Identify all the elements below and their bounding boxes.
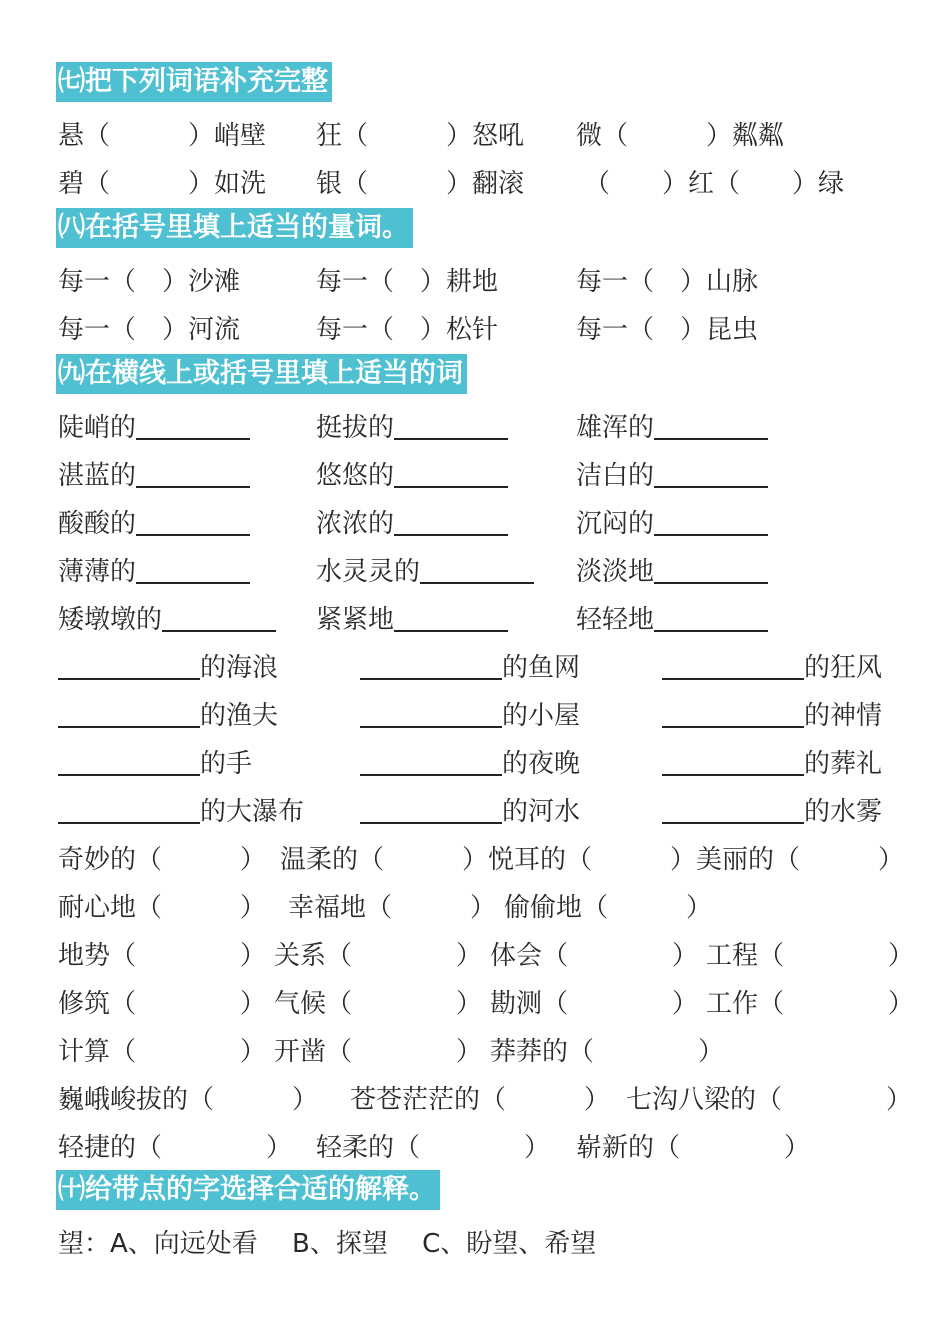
paren-item: 温柔的（ ） <box>280 845 489 875</box>
paren-item: 勘测（ ） <box>490 989 699 1019</box>
paren-item: 关系（ ） <box>274 941 483 971</box>
prefix-item: 沉闷的 <box>576 504 768 544</box>
measure-item: 每一（ ）河流 <box>58 315 241 345</box>
suffix-item: 的水雾 <box>662 792 882 832</box>
paren-row-3 <box>58 936 918 976</box>
answer-line <box>662 656 804 680</box>
paren-row-1 <box>58 840 918 880</box>
prefix-item: 洁白的 <box>576 456 768 496</box>
answer-line <box>360 800 502 824</box>
fill-item: 狂（ ）怒吼 <box>316 121 525 151</box>
prefix-item: 水灵灵的 <box>316 552 534 592</box>
section-8-row-1 <box>58 262 918 302</box>
paren-item: 巍峨峻拔的（ ） <box>58 1085 319 1115</box>
measure-item: 每一（ ）耕地 <box>316 267 499 297</box>
fill-item: 碧（ ）如洗 <box>58 169 267 199</box>
measure-item: 每一（ ）山脉 <box>576 267 759 297</box>
suffix-item: 的夜晚 <box>360 744 580 784</box>
suffix-item: 的海浪 <box>58 648 278 688</box>
fill-item: 悬（ ）峭壁 <box>58 121 267 151</box>
paren-item: 开凿（ ） <box>274 1037 483 1067</box>
answer-line <box>654 464 768 488</box>
paren-row-7 <box>58 1128 918 1168</box>
answer-line <box>654 416 768 440</box>
suffix-item: 的鱼网 <box>360 648 580 688</box>
answer-line <box>662 800 804 824</box>
prefix-item: 湛蓝的 <box>58 456 250 496</box>
paren-item: 地势（ ） <box>58 941 267 971</box>
prefix-item: 酸酸的 <box>58 504 250 544</box>
answer-line <box>420 560 534 584</box>
paren-item: 偷偷地（ ） <box>504 893 713 923</box>
fill-item: （ ）红（ ）绿 <box>584 169 845 199</box>
prefix-item: 陡峭的 <box>58 408 250 448</box>
section-10-heading: ㈩给带点的字选择合适的解释。 <box>56 1170 440 1210</box>
answer-line <box>162 608 276 632</box>
answer-line <box>58 752 200 776</box>
measure-item: 每一（ ）昆虫 <box>576 315 759 345</box>
suffix-item: 的大瀑布 <box>58 792 304 832</box>
paren-row-5 <box>58 1032 918 1072</box>
answer-line <box>136 416 250 440</box>
suffix-item: 的葬礼 <box>662 744 882 784</box>
section-7-row-2 <box>58 164 918 204</box>
paren-item: 莽莽的（ ） <box>490 1037 725 1067</box>
suffix-item: 的渔夫 <box>58 696 278 736</box>
answer-line <box>394 608 508 632</box>
section-7-heading: ㈦把下列词语补充完整 <box>56 62 332 102</box>
section-8-row-2 <box>58 310 918 350</box>
prefix-item: 淡淡地 <box>576 552 768 592</box>
prefix-row-3 <box>58 504 918 544</box>
definition-options: 望：A、向远处看 B、探望 C、盼望、希望 <box>58 1229 597 1259</box>
section-10-row-1 <box>58 1224 918 1264</box>
section-8-heading: ㈧在括号里填上适当的量词。 <box>56 208 413 248</box>
measure-item: 每一（ ）松针 <box>316 315 499 345</box>
prefix-item: 浓浓的 <box>316 504 508 544</box>
answer-line <box>360 656 502 680</box>
suffix-item: 的河水 <box>360 792 580 832</box>
paren-row-6 <box>58 1080 918 1120</box>
suffix-row-1 <box>58 648 918 688</box>
answer-line <box>394 512 508 536</box>
suffix-row-4 <box>58 792 918 832</box>
answer-line <box>136 512 250 536</box>
prefix-item: 悠悠的 <box>316 456 508 496</box>
answer-line <box>58 656 200 680</box>
suffix-item: 的狂风 <box>662 648 882 688</box>
answer-line <box>654 608 768 632</box>
answer-line <box>360 752 502 776</box>
suffix-row-3 <box>58 744 918 784</box>
answer-line <box>662 752 804 776</box>
prefix-row-5 <box>58 600 918 640</box>
answer-line <box>654 560 768 584</box>
paren-row-4 <box>58 984 918 1024</box>
prefix-item: 薄薄的 <box>58 552 250 592</box>
answer-line <box>662 704 804 728</box>
answer-line <box>394 416 508 440</box>
paren-row-2 <box>58 888 918 928</box>
suffix-item: 的小屋 <box>360 696 580 736</box>
answer-line <box>58 704 200 728</box>
paren-item: 七沟八梁的（ ） <box>626 1085 913 1115</box>
paren-item: 耐心地（ ） <box>58 893 267 923</box>
prefix-item: 挺拔的 <box>316 408 508 448</box>
paren-item: 幸福地（ ） <box>288 893 497 923</box>
answer-line <box>136 464 250 488</box>
prefix-row-2 <box>58 456 918 496</box>
measure-item: 每一（ ）沙滩 <box>58 267 241 297</box>
suffix-item: 的手 <box>58 744 252 784</box>
paren-item: 苍苍茫茫的（ ） <box>350 1085 611 1115</box>
paren-item: 气候（ ） <box>274 989 483 1019</box>
paren-item: 工作（ ） <box>706 989 915 1019</box>
prefix-item: 矮墩墩的 <box>58 600 276 640</box>
suffix-row-2 <box>58 696 918 736</box>
answer-line <box>394 464 508 488</box>
paren-item: 美丽的（ ） <box>696 845 905 875</box>
suffix-item: 的神情 <box>662 696 882 736</box>
prefix-row-4 <box>58 552 918 592</box>
prefix-item: 轻轻地 <box>576 600 768 640</box>
section-7-row-1 <box>58 116 918 156</box>
prefix-row-1 <box>58 408 918 448</box>
paren-item: 崭新的（ ） <box>576 1133 811 1163</box>
answer-line <box>360 704 502 728</box>
answer-line <box>136 560 250 584</box>
paren-item: 工程（ ） <box>706 941 915 971</box>
answer-line <box>58 800 200 824</box>
answer-line <box>654 512 768 536</box>
paren-item: 计算（ ） <box>58 1037 267 1067</box>
fill-item: 银（ ）翻滚 <box>316 169 525 199</box>
paren-item: 悦耳的（ ） <box>488 845 697 875</box>
prefix-item: 雄浑的 <box>576 408 768 448</box>
prefix-item: 紧紧地 <box>316 600 508 640</box>
fill-item: 微（ ）粼粼 <box>576 121 785 151</box>
paren-item: 体会（ ） <box>490 941 699 971</box>
paren-item: 奇妙的（ ） <box>58 845 267 875</box>
paren-item: 修筑（ ） <box>58 989 267 1019</box>
paren-item: 轻捷的（ ） <box>58 1133 293 1163</box>
paren-item: 轻柔的（ ） <box>316 1133 551 1163</box>
section-9-heading: ㈨在横线上或括号里填上适当的词 <box>56 354 467 394</box>
